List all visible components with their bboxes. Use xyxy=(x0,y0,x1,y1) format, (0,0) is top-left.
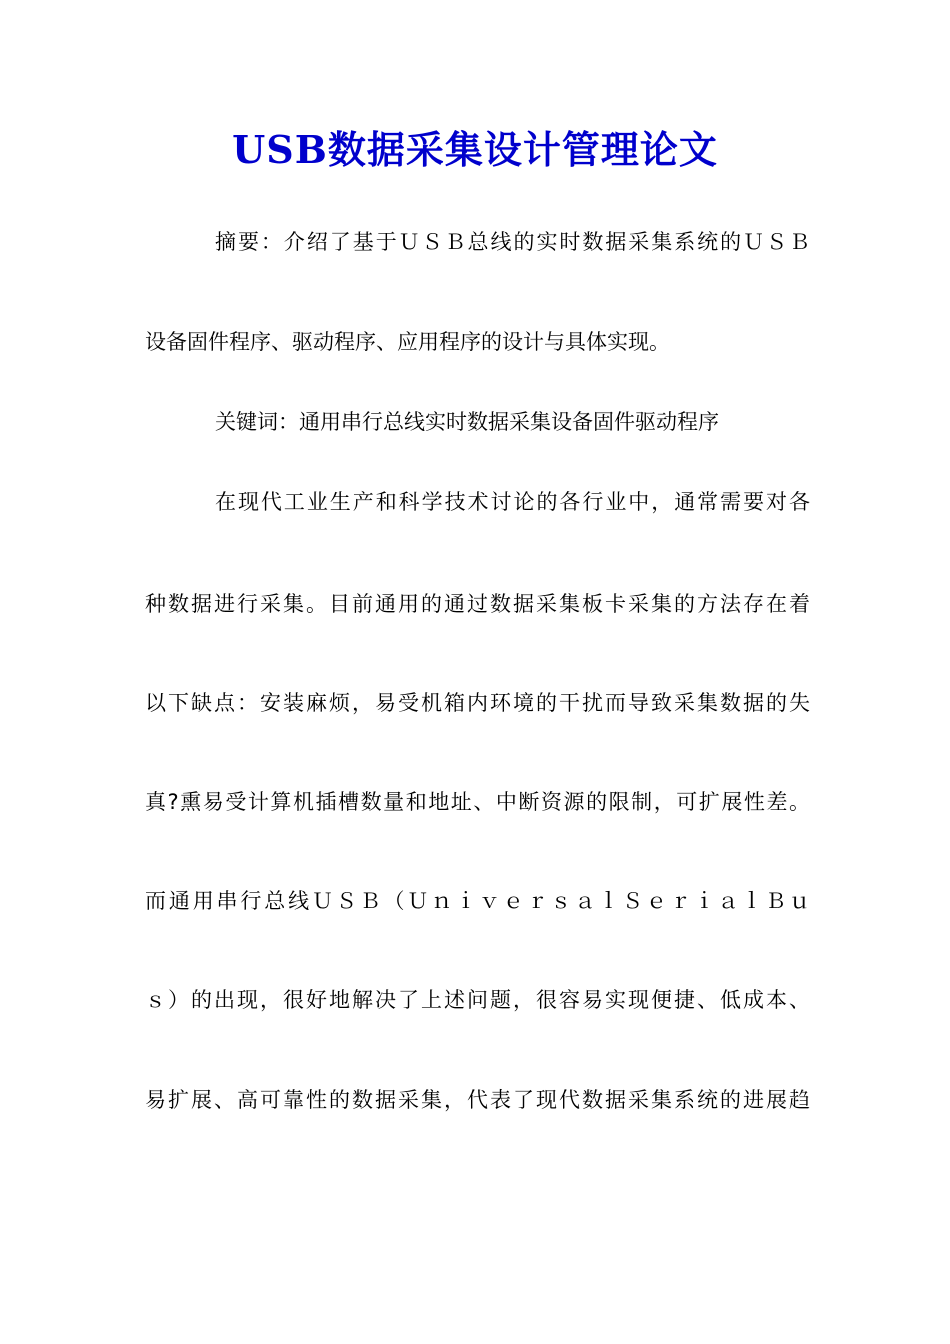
keywords-line: 关键词：通用串行总线实时数据采集设备固件驱动程序 xyxy=(215,410,719,434)
abstract-line-1: 摘要：介绍了基于ＵＳＢ总线的实时数据采集系统的ＵＳＢ xyxy=(215,230,810,254)
body-line-4: 真?熏易受计算机插槽数量和地址、中断资源的限制，可扩展性差。 xyxy=(145,790,810,814)
abstract-line-2: 设备固件程序、驱动程序、应用程序的设计与具体实现。 xyxy=(145,330,670,354)
body-line-2: 种数据进行采集。目前通用的通过数据采集板卡采集的方法存在着 xyxy=(145,592,810,616)
body-line-5: 而通用串行总线ＵＳＢ（ＵｎｉｖｅｒｓａｌＳｅｒｉａｌＢｕ xyxy=(145,889,810,913)
body-line-1: 在现代工业生产和科学技术讨论的各行业中，通常需要对各 xyxy=(215,490,810,514)
document-title: USB数据采集设计管理论文 xyxy=(232,127,718,172)
body-line-3: 以下缺点：安装麻烦，易受机箱内环境的干扰而导致采集数据的失 xyxy=(145,691,810,715)
body-line-7: 易扩展、高可靠性的数据采集，代表了现代数据采集系统的进展趋 xyxy=(145,1088,810,1112)
body-line-6: ｓ）的出现，很好地解决了上述问题，很容易实现便捷、低成本、 xyxy=(145,988,810,1012)
